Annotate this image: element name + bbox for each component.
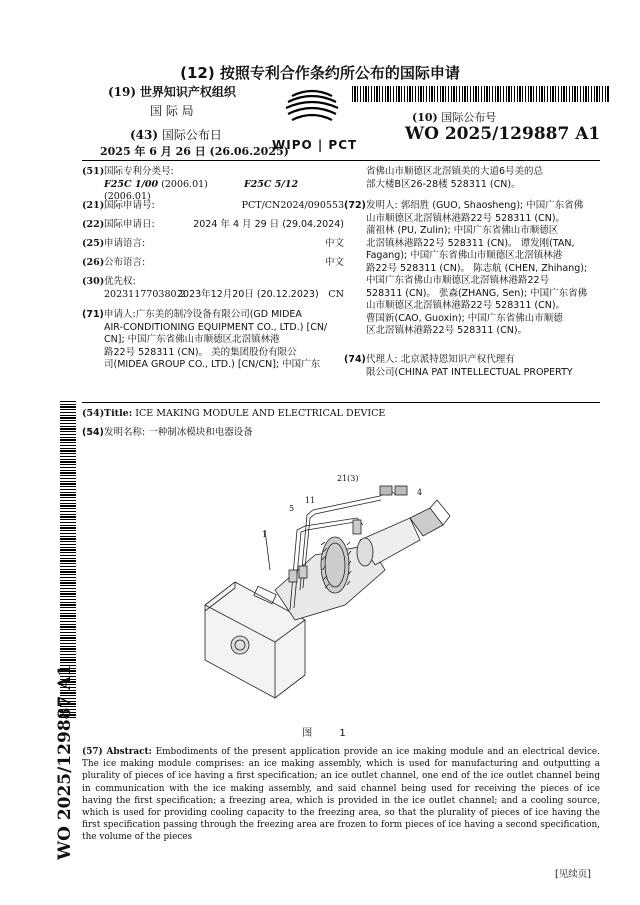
figure-label-4: 4 xyxy=(417,488,423,497)
abstract-num: (57) xyxy=(82,747,103,757)
continued-note: [见续页] xyxy=(555,869,591,880)
ice-making-module-drawing xyxy=(195,470,455,705)
org-name: 世界知识产权组织 xyxy=(139,85,236,99)
patent-figure xyxy=(195,470,455,705)
figure-caption: 图 1 xyxy=(302,728,358,739)
field-26: (26)公布语言: 中文 xyxy=(82,257,344,268)
title-rule xyxy=(82,402,600,403)
abstract xyxy=(82,746,600,844)
top-barcode xyxy=(352,86,610,102)
field-51: (51)国际专利分类号: F25C 1/00 (2006.01) F25C 5/12 (2006.01) xyxy=(82,166,299,202)
field-71-cont: 省佛山市顺德区北滘镇美的大道6号美的总 部大楼B区26-28楼 528311 (CN)。 xyxy=(366,166,544,190)
field-71: (71)申请人:广东美的制冷设备有限公司(GD MIDEA AIR-CONDITIONING EQUIPMENT CO., LTD.) [CN/ CN]; 中国广东省佛山市顺德区北滘镇林港 路22号 528311 (CN)。 美的集团股份有限公 司(MIDEA GROUP CO., LTD.) [CN/CN]; 中国广东 xyxy=(82,309,328,370)
figure-label-1: 1 xyxy=(262,530,268,539)
wipo-logo-text: WIPO | PCT xyxy=(272,138,358,152)
field-74: (74)代理人: 北京派特恩知识产权代理有 限公司(CHINA PAT INTELLECTUAL PROPERTY xyxy=(344,354,573,378)
side-publication-number: WO 2025/129887 A1 xyxy=(55,664,75,860)
pubno-value: WO 2025/129887 A1 xyxy=(405,124,601,144)
pubdate-num: (43) xyxy=(130,128,159,142)
figure-label-21-3: 21(3) xyxy=(337,474,359,483)
field-25: (25)申请语言: 中文 xyxy=(82,238,344,249)
pubdate-label: 国际公布日 xyxy=(161,128,222,142)
org-bureau: 国 际 局 xyxy=(150,104,194,118)
pubdate-value: 2025 年 6 月 26 日 (26.06.2025) xyxy=(100,145,289,158)
header-rule xyxy=(82,160,600,161)
field-54-en: (54)Title: ICE MAKING MODULE AND ELECTRICAL DEVICE xyxy=(82,408,386,419)
figure-label-11: 11 xyxy=(305,496,316,505)
wipo-logo xyxy=(272,88,352,138)
field-30: (30)优先权: 202311770380.2 2023年12月20日 (20.12.2023) CN xyxy=(82,276,344,300)
field-54-cn: (54)发明名称: 一种制冰模块和电器设备 xyxy=(82,427,253,438)
org-num: (19) xyxy=(108,85,137,99)
pubno-num: (10) xyxy=(412,111,438,124)
document-title: (12) 按照专利合作条约所公布的国际申请 xyxy=(180,64,460,82)
pubdate-header xyxy=(130,126,222,143)
pubno-label: 国际公布号 xyxy=(441,111,497,124)
org-header xyxy=(108,86,236,99)
pubno-header xyxy=(412,109,496,125)
figure-label-5: 5 xyxy=(289,504,295,513)
abstract-text: Embodiments of the present application provide an ice making module and an electrical device. The ice making module comprises: an ice making assembly, which is used for manufacturing and outputting a plurality of pieces of ice having a first specification; an ice outlet channel, one end of the ice outlet channel being in communication with the ice making assembly, and said channel being used for receiving the pieces of ice having the first specification; a freezing area, which is provided in the ice outlet channel; and a cooling source, which is used for providing cooling capacity to the freezing area, so that the plurality of pieces of ice having the first specification passing through the freezing area are frozen to form pieces of ice having a second specification, the volume of the pieces xyxy=(82,747,601,843)
field-72: (72)发明人: 郭绍胜 (GUO, Shaosheng); 中国广东省佛 山市顺德区北滘镇林港路22号 528311 (CN)。 蒲祖林 (PU, Zulin); 中国广东省佛山市顺德区 北滘镇林港路22号 528311 (CN)。 谭发刚(TAN, Fagang); 中国广东省佛山市顺德区北滘镇林港 路22号 528311 (CN)。 陈志航 (CHEN, Zhihang); 中国广东省佛山市顺德区北滘镇林港路22号 528311 (CN)。 张森(ZHANG, Sen); 中国广东省佛 山市顺德区北滘镇林港路22号 528311 (CN)。 曹国新(CAO, Guoxin); 中国广东省佛山市顺德 区北滘镇林港路22号 528311 (CN)。 xyxy=(344,200,588,336)
field-21: (21)国际申请号: PCT/CN2024/090553 xyxy=(82,200,344,211)
field-22: (22)国际申请日: 2024 年 4 月 29 日 (29.04.2024) xyxy=(82,219,344,230)
abstract-label: Abstract: xyxy=(106,747,152,757)
wipo-emblem-icon xyxy=(272,88,352,138)
